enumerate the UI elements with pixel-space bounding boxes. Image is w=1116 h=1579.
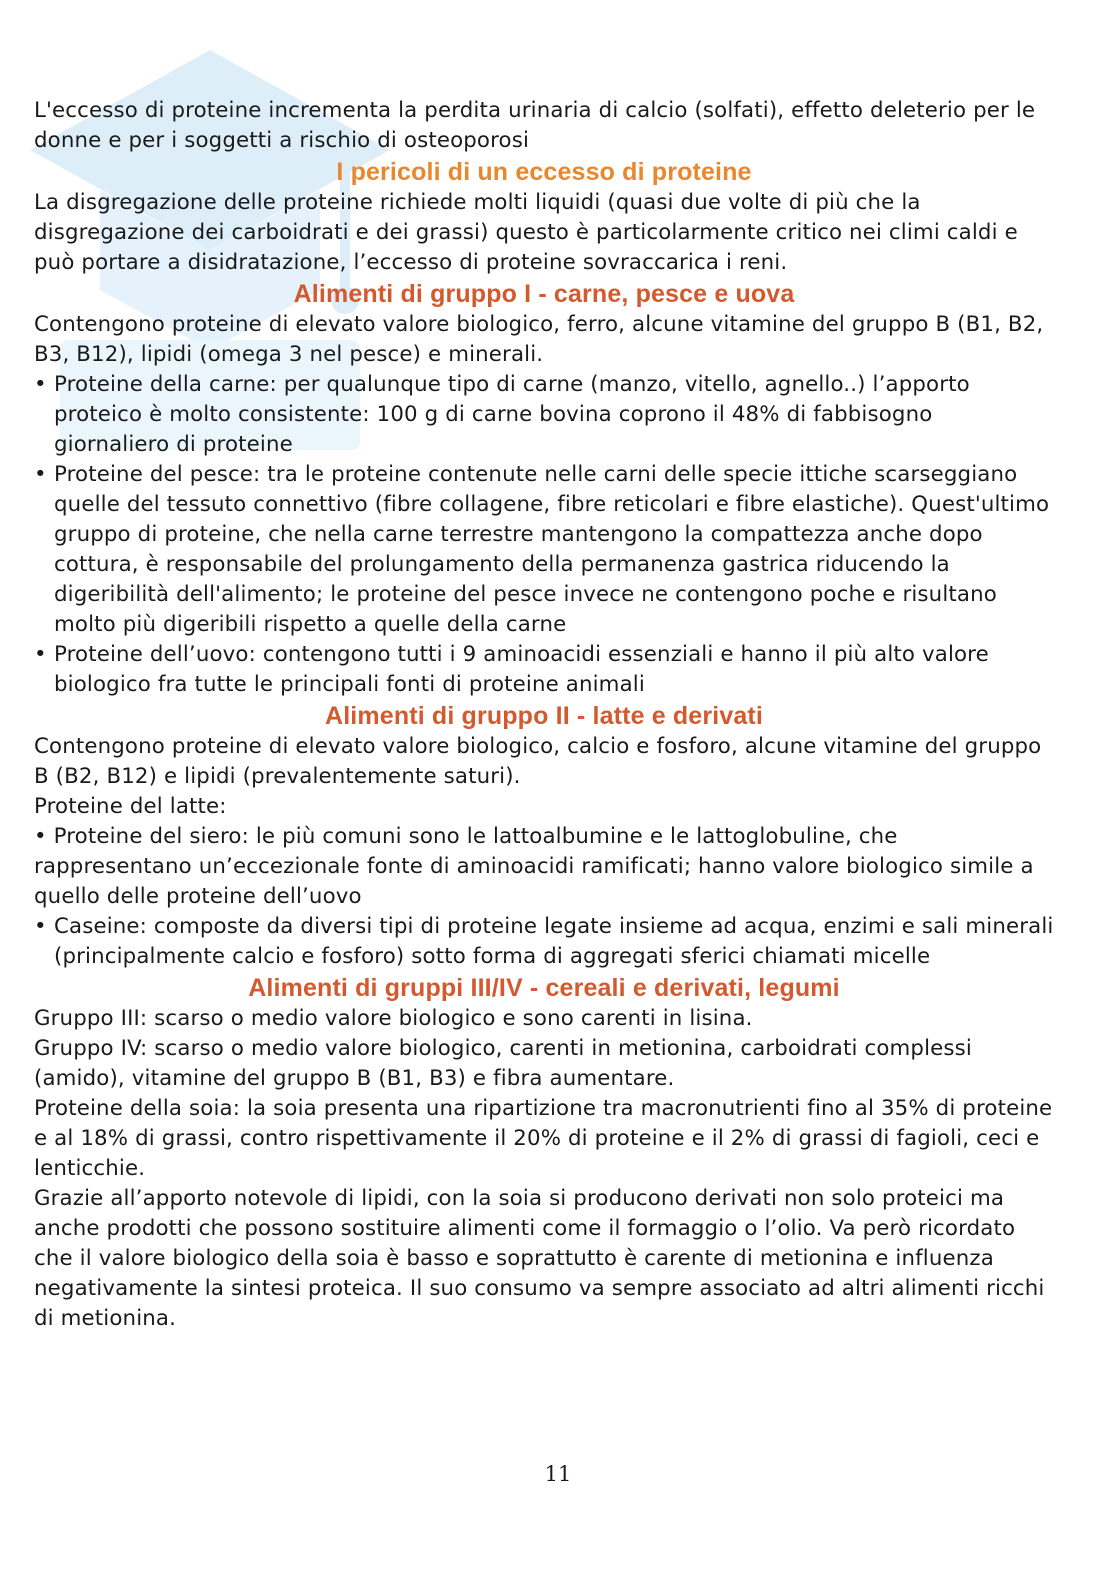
group-1-list bbox=[34, 370, 1054, 700]
document-page bbox=[34, 96, 1054, 1334]
group-2-paragraph: Contengono proteine di elevato valore biologico, calcio e fosforo, alcune vitamine del gruppo B (B2, B12) e lipidi (prevalentemente saturi). bbox=[34, 734, 1042, 789]
group-3-paragraph: Gruppo III: scarso o medio valore biologico e sono carenti in lisina. bbox=[34, 1006, 753, 1031]
heading-group-1: Alimenti di gruppo I - carne, pesce e uova bbox=[293, 280, 795, 308]
dangers-paragraph: La disgregazione delle proteine richiede molti liquidi (quasi due volte di più che la disgregazione dei carboidrati e dei grassi) questo è particolarmente critico nei climi caldi e può portare a disidratazione, l’eccesso di proteine sovraccarica i reni. bbox=[34, 190, 1018, 275]
soy-paragraph: Proteine della soia: la soia presenta una ripartizione tra macronutrienti fino al 35% di proteine e al 18% di grassi, contro rispettivamente il 20% di proteine e il 2% di grassi di fagioli, ceci e lenticchie. bbox=[34, 1096, 1053, 1181]
list-item-casein: • Caseine: composte da diversi tipi di proteine legate insieme ad acqua, enzimi e sali minerali (principalmente calcio e fosforo) sotto forma di aggregati sferici chiamati micelle bbox=[34, 912, 1054, 972]
intro-paragraph: L'eccesso di proteine incrementa la perdita urinaria di calcio (solfati), effetto deleterio per le donne e per i soggetti a rischio di osteoporosi bbox=[34, 98, 1036, 153]
list-item-egg: • Proteine dell’uovo: contengono tutti i 9 aminoacidi essenziali e hanno il più alto valore biologico fra tutte le principali fonti di proteine animali bbox=[34, 640, 1054, 700]
milk-proteins-label: Proteine del latte: bbox=[34, 794, 227, 819]
page-number: 11 bbox=[544, 1462, 572, 1486]
heading-group-3-4: Alimenti di gruppi III/IV - cereali e derivati, legumi bbox=[248, 974, 840, 1002]
heading-group-2: Alimenti di gruppo II - latte e derivati bbox=[325, 702, 763, 730]
list-item-meat: • Proteine della carne: per qualunque tipo di carne (manzo, vitello, agnello..) l’apporto proteico è molto consistente: 100 g di carne bovina coprono il 48% di fabbisogno giornaliero di proteine bbox=[34, 370, 1054, 460]
group-1-paragraph: Contengono proteine di elevato valore biologico, ferro, alcune vitamine del gruppo B (B1, B2, B3, B12), lipidi (omega 3 nel pesce) e minerali. bbox=[34, 312, 1044, 367]
list-item-whey: • Proteine del siero: le più comuni sono le lattoalbumine e le lattoglobuline, che rappresentano un’eccezionale fonte di aminoacidi ramificati; hanno valore biologico simile a quello delle proteine dell’uovo bbox=[34, 824, 1034, 909]
group-2-list bbox=[34, 912, 1054, 972]
list-item-fish: • Proteine del pesce: tra le proteine contenute nelle carni delle specie ittiche scarseggiano quelle del tessuto connettivo (fibre collagene, fibre reticolari e fibre elastiche). Quest'ultimo gruppo di proteine, che nella carne terrestre mantengono la compattezza anche dopo cottura, è responsabile del prolungamento della permanenza gastrica riducendo la digeribilità dell'alimento; le proteine del pesce invece ne contengono poche e risultano molto più digeribili rispetto a quelle della carne bbox=[34, 460, 1054, 640]
heading-dangers: I pericoli di un eccesso di proteine bbox=[336, 158, 752, 186]
group-4-paragraph: Gruppo IV: scarso o medio valore biologico, carenti in metionina, carboidrati complessi (amido), vitamine del gruppo B (B1, B3) e fibra aumentare. bbox=[34, 1036, 972, 1091]
soy-more-paragraph: Grazie all’apporto notevole di lipidi, con la soia si producono derivati non solo proteici ma anche prodotti che possono sostituire alimenti come il formaggio o l’olio. Va però ricordato che il valore biologico della soia è basso e soprattutto è carente di metionina e influenza negativamente la sintesi proteica. Il suo consumo va sempre associato ad altri alimenti ricchi di metionina. bbox=[34, 1186, 1045, 1331]
